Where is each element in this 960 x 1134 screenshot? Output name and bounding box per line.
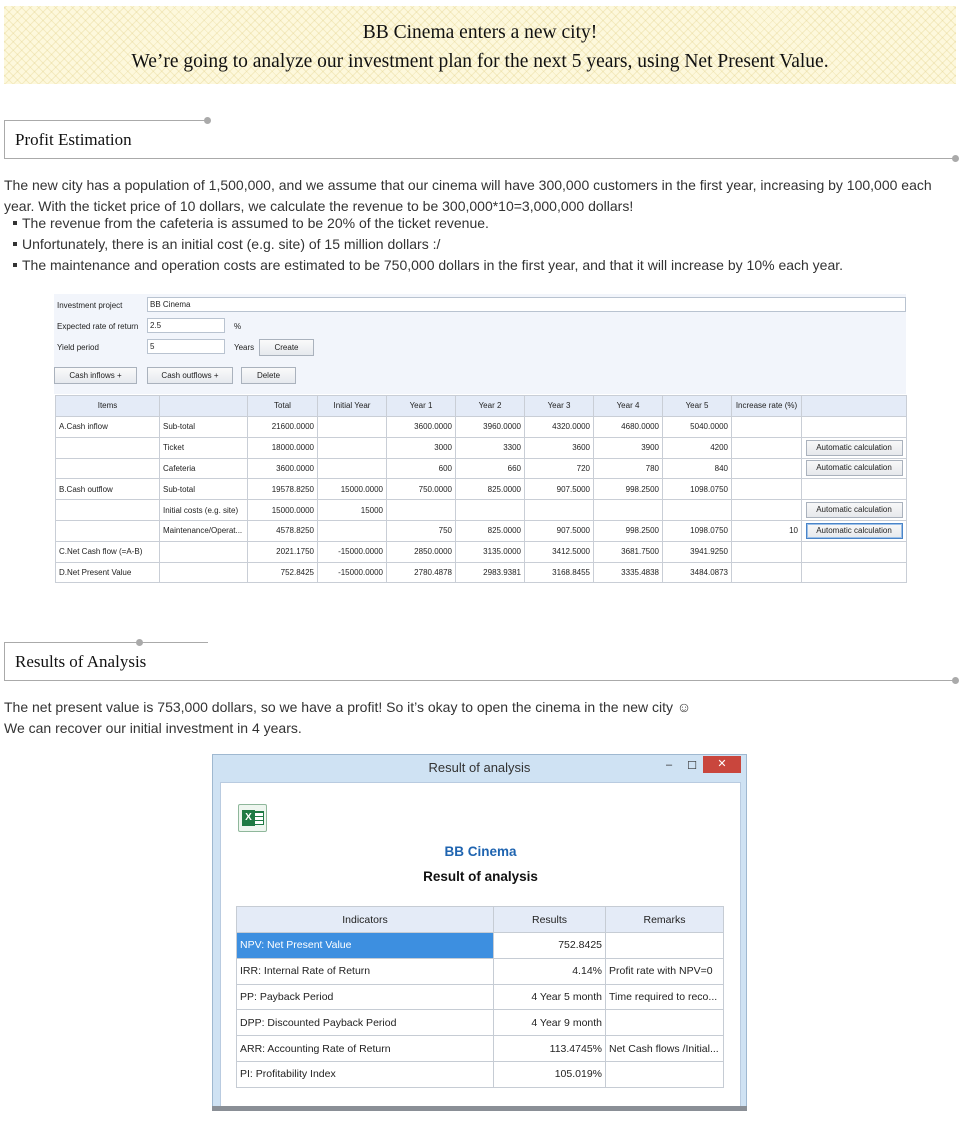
result-header[interactable]: Remarks xyxy=(606,907,724,933)
auto-calc-cell[interactable] xyxy=(802,479,907,500)
results-paragraph-line: The net present value is 753,000 dollars, so we have a profit! So it’s okay to open the cinema in the new city ☺ xyxy=(4,699,692,715)
result-row[interactable] xyxy=(237,984,724,1010)
table-cell[interactable]: 3600.0000 xyxy=(248,458,318,479)
result-cell[interactable] xyxy=(606,933,724,959)
table-cell[interactable]: 2021.1750 xyxy=(248,541,318,562)
table-cell[interactable]: 19578.8250 xyxy=(248,479,318,500)
table-cell[interactable]: 4320.0000 xyxy=(525,417,594,438)
table-cell[interactable]: 840 xyxy=(663,458,732,479)
table-cell[interactable]: 825.0000 xyxy=(456,520,525,541)
grid-header[interactable]: Initial Year xyxy=(318,396,387,417)
profit-paragraph xyxy=(4,175,932,216)
table-cell[interactable] xyxy=(663,500,732,521)
auto-calc-button[interactable]: Automatic calculation xyxy=(806,440,903,456)
table-cell[interactable] xyxy=(56,458,160,479)
table-cell[interactable] xyxy=(456,500,525,521)
results-paragraph xyxy=(4,697,691,738)
table-cell[interactable]: 750.0000 xyxy=(387,479,456,500)
result-row[interactable] xyxy=(237,1061,724,1087)
table-cell[interactable] xyxy=(732,541,802,562)
result-dialog xyxy=(212,754,747,1110)
grid-header[interactable]: Year 4 xyxy=(594,396,663,417)
banner-headline: BB Cinema enters a new city! xyxy=(362,22,598,43)
auto-calc-button[interactable]: Automatic calculation xyxy=(806,502,903,518)
table-cell[interactable]: 2850.0000 xyxy=(387,541,456,562)
excel-export-icon[interactable] xyxy=(238,804,267,832)
dialog-title: Result of analysis xyxy=(428,760,531,775)
section-header-results xyxy=(0,642,960,692)
maximize-icon[interactable]: ☐ xyxy=(687,760,697,772)
result-cell[interactable]: Profit rate with NPV=0 xyxy=(606,958,724,984)
table-cell[interactable]: 21600.0000 xyxy=(248,417,318,438)
table-row[interactable] xyxy=(56,541,907,562)
table-cell[interactable]: 780 xyxy=(594,458,663,479)
result-cell[interactable]: PI: Profitability Index xyxy=(237,1061,494,1087)
table-row[interactable] xyxy=(56,562,907,583)
table-cell[interactable] xyxy=(732,500,802,521)
table-row[interactable] xyxy=(56,458,907,479)
table-cell[interactable]: 3135.0000 xyxy=(456,541,525,562)
auto-calc-cell[interactable] xyxy=(802,417,907,438)
profit-paragraph-line: The new city has a population of 1,500,000, and we assume that our cinema will have 300,000 customers in the first year, increasing by 100,000 each xyxy=(4,177,932,193)
auto-calc-cell[interactable] xyxy=(802,458,907,479)
profit-bullet: Unfortunately, there is an initial cost (e.g. site) of 15 million dollars :/ xyxy=(13,236,440,252)
table-cell[interactable] xyxy=(56,437,160,458)
rate-unit: % xyxy=(234,322,242,331)
table-cell[interactable]: 3600.0000 xyxy=(387,417,456,438)
table-cell[interactable]: 3600 xyxy=(525,437,594,458)
result-cell[interactable]: 4.14% xyxy=(494,958,606,984)
table-cell[interactable]: 907.5000 xyxy=(525,520,594,541)
table-cell[interactable]: 4200 xyxy=(663,437,732,458)
grid-header[interactable]: Year 1 xyxy=(387,396,456,417)
result-cell[interactable]: NPV: Net Present Value xyxy=(237,933,494,959)
auto-calc-cell[interactable] xyxy=(802,520,907,541)
excel-icon-letter: X xyxy=(242,810,255,826)
grid-header[interactable]: Year 3 xyxy=(525,396,594,417)
period-unit: Years xyxy=(234,343,255,352)
result-cell[interactable]: DPP: Discounted Payback Period xyxy=(237,1010,494,1036)
table-cell[interactable] xyxy=(525,500,594,521)
result-header-row xyxy=(237,907,724,933)
table-cell[interactable]: 18000.0000 xyxy=(248,437,318,458)
period-input[interactable]: 5 xyxy=(147,339,225,354)
result-cell[interactable]: Time required to reco... xyxy=(606,984,724,1010)
table-row[interactable] xyxy=(56,520,907,541)
table-cell[interactable]: Maintenance/Operat... xyxy=(160,520,248,541)
rate-label: Expected rate of return xyxy=(57,322,139,331)
table-cell[interactable]: D.Net Present Value xyxy=(56,562,160,583)
profit-paragraph-line: year. With the ticket price of 10 dollars, we calculate the revenue to be 300,000*10=3,000,000 dollars! xyxy=(4,197,634,214)
table-cell[interactable]: Ticket xyxy=(160,437,248,458)
delete-button[interactable]: Delete xyxy=(241,367,296,384)
table-cell[interactable]: 825.0000 xyxy=(456,479,525,500)
top-banner xyxy=(4,6,956,84)
table-cell[interactable] xyxy=(160,562,248,583)
table-cell[interactable] xyxy=(387,500,456,521)
dialog-bottom-edge xyxy=(212,1106,747,1111)
grid-header[interactable]: Year 2 xyxy=(456,396,525,417)
result-cell[interactable]: IRR: Internal Rate of Return xyxy=(237,958,494,984)
cash-outflows-button[interactable]: Cash outflows + xyxy=(147,367,233,384)
period-label: Yield period xyxy=(57,343,99,352)
table-cell[interactable] xyxy=(732,458,802,479)
table-cell[interactable]: 720 xyxy=(525,458,594,479)
result-table xyxy=(236,906,724,1088)
table-row[interactable] xyxy=(56,417,907,438)
result-header[interactable]: Results xyxy=(494,907,606,933)
result-cell[interactable]: PP: Payback Period xyxy=(237,984,494,1010)
table-cell[interactable]: Initial costs (e.g. site) xyxy=(160,500,248,521)
minimize-icon[interactable]: – xyxy=(665,759,673,771)
grid-header-row xyxy=(56,396,907,417)
table-cell[interactable]: 3941.9250 xyxy=(663,541,732,562)
table-cell[interactable]: 3168.8455 xyxy=(525,562,594,583)
table-cell[interactable] xyxy=(56,500,160,521)
result-header[interactable]: Indicators xyxy=(237,907,494,933)
table-cell[interactable]: 3681.7500 xyxy=(594,541,663,562)
table-cell[interactable]: 1098.0750 xyxy=(663,520,732,541)
table-cell[interactable] xyxy=(594,500,663,521)
result-cell[interactable] xyxy=(606,1061,724,1087)
company-name: BB Cinema xyxy=(444,844,517,859)
table-cell[interactable]: 752.8425 xyxy=(248,562,318,583)
table-cell[interactable]: 15000 xyxy=(318,500,387,521)
table-cell[interactable]: 5040.0000 xyxy=(663,417,732,438)
table-cell[interactable]: Sub-total xyxy=(160,417,248,438)
grid-header[interactable] xyxy=(160,396,248,417)
dialog-content xyxy=(220,782,741,1107)
project-label: Investment project xyxy=(57,301,123,310)
result-cell[interactable]: 752.8425 xyxy=(494,933,606,959)
table-cell[interactable]: 998.2500 xyxy=(594,479,663,500)
table-cell[interactable]: -15000.0000 xyxy=(318,541,387,562)
table-cell[interactable] xyxy=(56,520,160,541)
table-cell[interactable]: 3960.0000 xyxy=(456,417,525,438)
table-cell[interactable]: Sub-total xyxy=(160,479,248,500)
auto-calc-cell[interactable] xyxy=(802,562,907,583)
result-cell[interactable]: 4 Year 9 month xyxy=(494,1010,606,1036)
table-cell[interactable]: 1098.0750 xyxy=(663,479,732,500)
project-input[interactable]: BB Cinema xyxy=(147,297,906,312)
section-title-results: Results of Analysis xyxy=(15,652,147,671)
result-cell[interactable]: Net Cash flows /Initial... xyxy=(606,1036,724,1062)
cash-flow-grid xyxy=(55,395,907,583)
close-icon[interactable]: ✕ xyxy=(703,756,741,773)
table-cell[interactable]: 4578.8250 xyxy=(248,520,318,541)
table-cell[interactable] xyxy=(318,437,387,458)
result-cell[interactable]: 113.4745% xyxy=(494,1036,606,1062)
result-cell[interactable]: ARR: Accounting Rate of Return xyxy=(237,1036,494,1062)
table-cell[interactable] xyxy=(732,562,802,583)
result-heading: Result of analysis xyxy=(423,869,538,884)
table-cell[interactable]: 600 xyxy=(387,458,456,479)
table-cell[interactable] xyxy=(318,417,387,438)
table-cell[interactable] xyxy=(732,417,802,438)
result-row[interactable] xyxy=(237,958,724,984)
table-cell[interactable]: Cafeteria xyxy=(160,458,248,479)
section-header-profit xyxy=(0,120,960,170)
result-row[interactable] xyxy=(237,933,724,959)
table-cell[interactable]: A.Cash inflow xyxy=(56,417,160,438)
table-cell[interactable]: 15000.0000 xyxy=(248,500,318,521)
table-cell[interactable]: 660 xyxy=(456,458,525,479)
table-row[interactable] xyxy=(56,437,907,458)
profit-bullet: The maintenance and operation costs are estimated to be 750,000 dollars in the first year, and that it will increase by 10% each year. xyxy=(13,257,843,273)
auto-calc-button[interactable]: Automatic calculation xyxy=(806,460,903,476)
table-cell[interactable]: C.Net Cash flow (=A-B) xyxy=(56,541,160,562)
result-row[interactable] xyxy=(237,1036,724,1062)
grid-header[interactable] xyxy=(802,396,907,417)
table-cell[interactable]: 3000 xyxy=(387,437,456,458)
table-cell[interactable]: 750 xyxy=(387,520,456,541)
table-cell[interactable]: 3484.0873 xyxy=(663,562,732,583)
auto-calc-cell[interactable] xyxy=(802,437,907,458)
table-row[interactable] xyxy=(56,479,907,500)
section-title-profit: Profit Estimation xyxy=(15,130,132,149)
table-cell[interactable]: 2983.9381 xyxy=(456,562,525,583)
auto-calc-cell[interactable] xyxy=(802,541,907,562)
table-cell[interactable]: 3412.5000 xyxy=(525,541,594,562)
table-cell[interactable]: 907.5000 xyxy=(525,479,594,500)
table-cell[interactable]: 3300 xyxy=(456,437,525,458)
table-cell[interactable] xyxy=(318,520,387,541)
grid-header[interactable]: Increase rate (%) xyxy=(732,396,802,417)
grid-header[interactable]: Year 5 xyxy=(663,396,732,417)
table-cell[interactable]: -15000.0000 xyxy=(318,562,387,583)
table-cell[interactable]: 10 xyxy=(732,520,802,541)
results-paragraph-line: We can recover our initial investment in 4 years. xyxy=(4,719,302,736)
table-cell[interactable]: 15000.0000 xyxy=(318,479,387,500)
table-cell[interactable]: 3900 xyxy=(594,437,663,458)
grid-header[interactable]: Total xyxy=(248,396,318,417)
table-cell[interactable]: 3335.4838 xyxy=(594,562,663,583)
result-row[interactable] xyxy=(237,1010,724,1036)
table-cell[interactable] xyxy=(732,437,802,458)
result-cell[interactable] xyxy=(606,1010,724,1036)
result-cell[interactable]: 105.019% xyxy=(494,1061,606,1087)
table-cell[interactable] xyxy=(160,541,248,562)
grid-header[interactable]: Items xyxy=(56,396,160,417)
table-cell[interactable]: 2780.4878 xyxy=(387,562,456,583)
table-cell[interactable] xyxy=(732,479,802,500)
rate-input[interactable]: 2.5 xyxy=(147,318,225,333)
table-cell[interactable] xyxy=(318,458,387,479)
auto-calc-cell[interactable] xyxy=(802,500,907,521)
banner-subheadline: We’re going to analyze our investment plan for the next 5 years, using Net Present Value. xyxy=(131,51,829,72)
table-row[interactable] xyxy=(56,500,907,521)
table-cell[interactable]: 4680.0000 xyxy=(594,417,663,438)
table-cell[interactable]: B.Cash outflow xyxy=(56,479,160,500)
create-button[interactable]: Create xyxy=(259,339,314,356)
auto-calc-button[interactable]: Automatic calculation xyxy=(806,523,903,539)
cash-inflows-button[interactable]: Cash inflows + xyxy=(54,367,137,384)
profit-bullet: The revenue from the cafeteria is assumed to be 20% of the ticket revenue. xyxy=(13,215,489,231)
result-cell[interactable]: 4 Year 5 month xyxy=(494,984,606,1010)
table-cell[interactable]: 998.2500 xyxy=(594,520,663,541)
